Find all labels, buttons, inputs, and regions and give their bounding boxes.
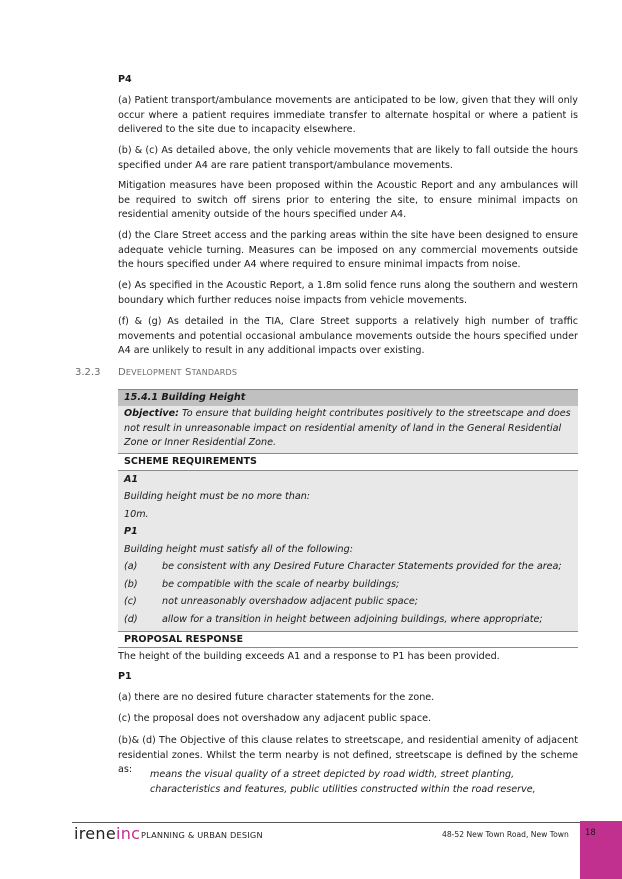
p1-label: P1 [124, 526, 138, 538]
paragraph-text: Mitigation measures have been proposed within the Acoustic Report and any ambulances will be required to switch off sirens prior to entering the site, to ensure minimal impacts on residential amenity outside of the hours specified under A4. [118, 180, 578, 221]
logo-irene: irene [74, 824, 116, 843]
section-title [118, 367, 237, 378]
section-title-small-caps: TANDARDS [191, 368, 238, 377]
paragraph-text: (b)& (d) The Objective of this clause relates to streetscape, and residential amenity of adjacent residential zones. Whilst the term nearby is not defined, streetscape is defined by the scheme as: [118, 735, 578, 776]
scheme-definition-quote [118, 768, 578, 797]
response-item-a [118, 691, 578, 706]
list-item-key: (b) [124, 578, 138, 590]
paragraph-text: (f) & (g) As detailed in the TIA, Clare Street supports a relatively high number of traffic movements and potential occasional ambulance movements outside the hours specified under A4 are unlikely to result in any additional impacts over existing. [118, 316, 578, 357]
objective-label: Objective: [124, 408, 179, 419]
p1-text: Building height must satisfy all of the following: [124, 543, 353, 555]
paragraph-text: (a) there are no desired future character statements for the zone. [118, 692, 435, 703]
list-item [118, 595, 578, 613]
response-intro [118, 650, 578, 665]
section-title-cap: S [185, 367, 192, 378]
list-item-text: not unreasonably overshadow adjacent public space; [162, 596, 419, 608]
response-p1-heading [118, 670, 578, 685]
section-title-small-caps: EVELOPMENT [125, 368, 182, 377]
list-item [118, 613, 578, 631]
paragraph-e [118, 279, 578, 308]
requirements-body [118, 470, 578, 632]
logo-inc: inc [116, 824, 141, 843]
quote-text: means the visual quality of a street depicted by road width, street planting, characteristics and features, public utilities constructed within the road reserve, [150, 769, 536, 795]
paragraph-mitigation [118, 179, 578, 223]
heading-text: P1 [118, 671, 132, 682]
a1-value: 10m. [124, 508, 149, 520]
footer-divider [72, 822, 580, 823]
standards-table [118, 389, 578, 648]
logo-tagline: PLANNING & URBAN DESIGN [141, 830, 263, 840]
paragraph-text: (d) the Clare Street access and the parking areas within the site have been designed to ensure adequate vehicle turning. Measures can be imposed on any commercial movements outside the hours specified under A4 where required to ensure minimal impacts from noise. [118, 230, 578, 271]
objective-text: To ensure that building height contributes positively to the streetscape and does not result in unreasonable impact on residential amenity of land in the General Residential Zone or Inner Residential Zone. [124, 408, 571, 449]
list-item-text: be consistent with any Desired Future Character Statements provided for the area; [162, 561, 562, 573]
list-item-text: allow for a transition in height between adjoining buildings, where appropriate; [162, 613, 543, 625]
paragraph-b-c [118, 144, 578, 173]
paragraph-text: (e) As specified in the Acoustic Report, a 1.8m solid fence runs along the southern and western boundary which further reduces noise impacts from vehicle movements. [118, 280, 578, 306]
p4-heading: P4 [118, 74, 132, 85]
section-number: 3.2.3 [75, 367, 101, 378]
paragraph-f-g [118, 315, 578, 359]
footer-address: 48-52 New Town Road, New Town [442, 830, 569, 839]
a1-text: Building height must be no more than: [124, 491, 311, 503]
list-item-key: (d) [124, 613, 138, 625]
paragraph-d [118, 229, 578, 273]
paragraph-text: (b) & (c) As detailed above, the only vehicle movements that are likely to fall outside the hours specified under A4 are rare patient transport/ambulance movements. [118, 145, 578, 171]
company-logo [74, 824, 140, 843]
list-item-key: (c) [124, 596, 137, 608]
list-item-text: be compatible with the scale of nearby buildings; [162, 578, 400, 590]
paragraph-text: (c) the proposal does not overshadow any adjacent public space. [118, 713, 432, 724]
list-item [118, 578, 578, 596]
scheme-requirements-header: SCHEME REQUIREMENTS [118, 453, 578, 470]
page-number: 18 [585, 828, 596, 838]
objective-row [118, 406, 578, 453]
list-item [118, 560, 578, 578]
table-title: 15.4.1 Building Height [118, 389, 578, 406]
paragraph-text: The height of the building exceeds A1 and a response to P1 has been provided. [118, 651, 500, 662]
response-item-c [118, 712, 578, 727]
list-item-key: (a) [124, 561, 138, 573]
section-title-cap: D [118, 367, 126, 378]
paragraph-a [118, 94, 578, 138]
a1-label: A1 [124, 473, 139, 485]
paragraph-text: (a) Patient transport/ambulance movements are anticipated to be low, given that they will only occur where a patient requires immediate transfer to alternate hospital or where a patient is delivered to the site due to incapacity elsewhere. [118, 95, 578, 136]
proposal-response-header: PROPOSAL RESPONSE [118, 631, 578, 648]
